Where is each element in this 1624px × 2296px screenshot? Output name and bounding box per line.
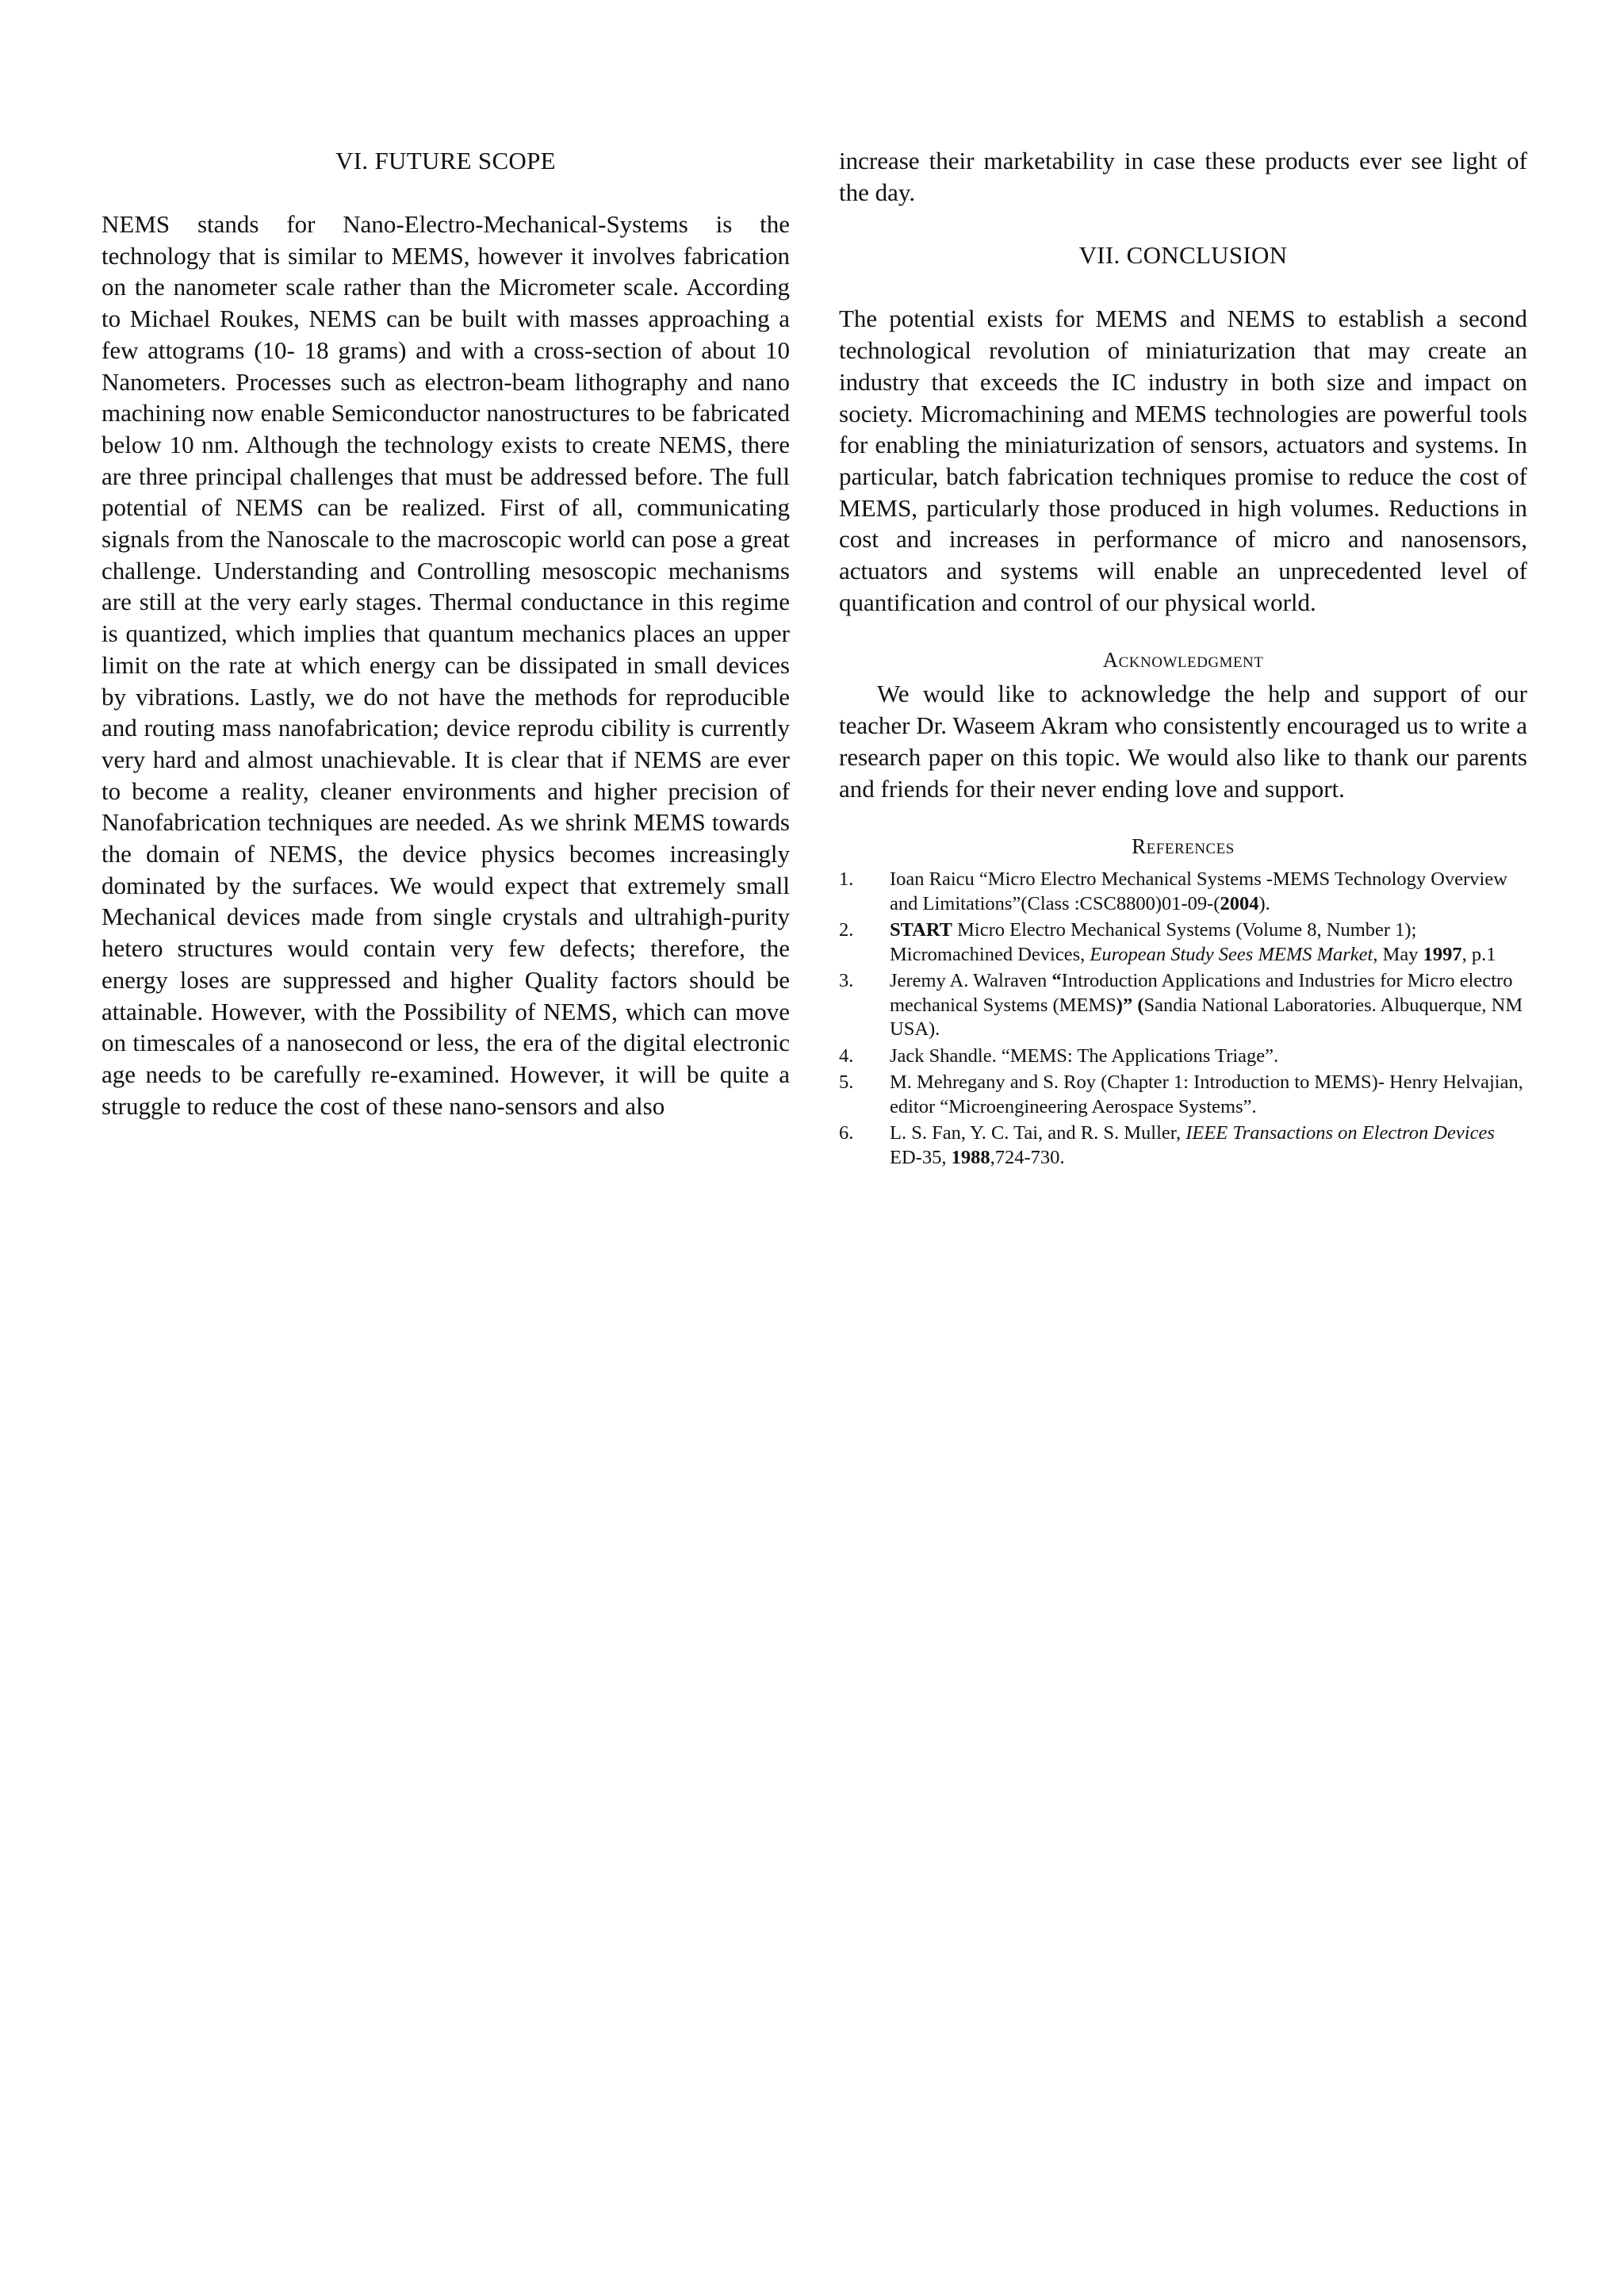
left-column	[102, 145, 790, 1121]
reference-text: ,724-730.	[990, 1146, 1065, 1168]
reference-item-4	[839, 1045, 1527, 1069]
reference-text: Micro Electro Mechanical Systems (Volume 8, Number 1); Micromachined Devices,	[890, 919, 1417, 965]
reference-lead: START	[890, 919, 953, 941]
reference-quote-open: “	[1051, 970, 1062, 992]
references-heading: References	[1132, 834, 1235, 859]
reference-year: 2004	[1220, 892, 1259, 914]
reference-item-2	[839, 918, 1527, 967]
reference-text: L. S. Fan, Y. C. Tai, and R. S. Muller,	[890, 1122, 1186, 1144]
reference-number: 3.	[839, 970, 854, 992]
reference-item-5	[839, 1071, 1527, 1119]
conclusion-paragraph: The potential exists for MEMS and NEMS to establish a second technological revolution of miniaturization that may create an industry that exceeds the IC industry in both size and impact on society. Micromachining and MEMS technologies are powerful tools for enabling the miniaturization of sensors, actuators and systems. In particular, batch fabrication techniques promise to reduce the cost of MEMS, particularly those produced in high volumes. Reductions in cost and increases in performance of micro and nanosensors, actuators and systems will enable an unprecedented level of quantification and control of our physical world.	[839, 305, 1527, 616]
reference-year: 1988	[951, 1146, 990, 1168]
reference-number: 1.	[839, 868, 854, 891]
right-column	[839, 145, 1527, 1172]
reference-item-3	[839, 969, 1527, 1042]
future-scope-heading: VI. FUTURE SCOPE	[335, 147, 556, 174]
future-scope-continuation: increase their marketability in case these products ever see light of the day.	[839, 147, 1527, 206]
reference-text: Jeremy A. Walraven	[890, 970, 1052, 992]
reference-italic-title: European Study Sees MEMS Market	[1090, 943, 1373, 965]
future-scope-paragraph: NEMS stands for Nano-Electro-Mechanical-Systems is the technology that is similar to MEMS, however it involves fabrication on the nanometer scale rather than the Micrometer scale. According to Michael Roukes, NEMS can be built with masses approaching a few attograms (10- 18 grams) and with a cross-section of about 10 Nanometers. Processes such as electron-beam lithography and nano machining now enable Semiconductor nanostructures to be fabricated below 10 nm. Although the technology exists to create NEMS, there are three principal challenges that must be addressed before. The full potential of NEMS can be realized. First of all, communicating signals from the Nanoscale to the macroscopic world can pose a great challenge. Understanding and Controlling mesoscopic mechanisms are still at the very early stages. Thermal conductance in this regime is quantized, which implies that quantum mechanics places an upper limit on the rate at which energy can be dissipated in small devices by vibrations. Lastly, we do not have the methods for reproducible and routing mass nanofabrication; device reprodu cibility is currently very hard and almost unachievable. It is clear that if NEMS are ever to become a reality, cleaner environments and higher precision of Nanofabrication techniques are needed. As we shrink MEMS towards the domain of NEMS, the device physics becomes increasingly dominated by the surfaces. We would expect that extremely small Mechanical devices made from single crystals and ultrahigh-purity hetero structures would contain very few defects; therefore, the energy loses are suppressed and higher Quality factors should be attainable. However, with the Possibility of NEMS, which can move on timescales of a nanosecond or less, the era of the digital electronic age needs to be carefully re-examined. However, it will be quite a struggle to reduce the cost of these nano-sensors and also	[102, 210, 790, 1120]
reference-item-1	[839, 868, 1527, 916]
reference-year: 1997	[1423, 943, 1462, 965]
reference-text: ED-35,	[890, 1146, 952, 1168]
reference-text: Jack Shandle. “MEMS: The Applications Triage”.	[890, 1045, 1279, 1067]
conclusion-heading: VII. CONCLUSION	[1078, 241, 1288, 270]
reference-number: 6.	[839, 1122, 854, 1144]
reference-text: M. Mehregany and S. Roy (Chapter 1: Introduction to MEMS)- Henry Helvajian, editor “Microengineering Aerospace Systems”.	[890, 1071, 1523, 1117]
reference-item-6	[839, 1121, 1527, 1170]
reference-text: Sandia National Laboratories. Albuquerque, NM USA).	[890, 994, 1523, 1041]
reference-text: , May	[1373, 943, 1423, 965]
reference-text: , p.1	[1461, 943, 1496, 965]
acknowledgment-paragraph: We would like to acknowledge the help and support of our teacher Dr. Waseem Akram who consistently encouraged us to write a research paper on this topic. We would also like to thank our parents and friends for their never ending love and support.	[839, 680, 1527, 803]
reference-number: 2.	[839, 919, 854, 941]
reference-text: Ioan Raicu “Micro Electro Mechanical Systems -MEMS Technology Overview and Limitations”(Class :CSC8800)01-09-(	[890, 868, 1507, 914]
reference-number: 4.	[839, 1045, 854, 1067]
reference-italic-title: IEEE Transactions on Electron Devices	[1185, 1122, 1495, 1144]
references-list	[839, 868, 1527, 1170]
reference-quote-close: )” (	[1116, 994, 1144, 1016]
acknowledgment-heading: Acknowledgment	[1102, 648, 1264, 673]
reference-number: 5.	[839, 1071, 854, 1094]
reference-text: ).	[1258, 892, 1270, 914]
reference-title: Introduction Applications and Industries for Micro electro mechanical Systems (MEMS	[890, 970, 1513, 1016]
